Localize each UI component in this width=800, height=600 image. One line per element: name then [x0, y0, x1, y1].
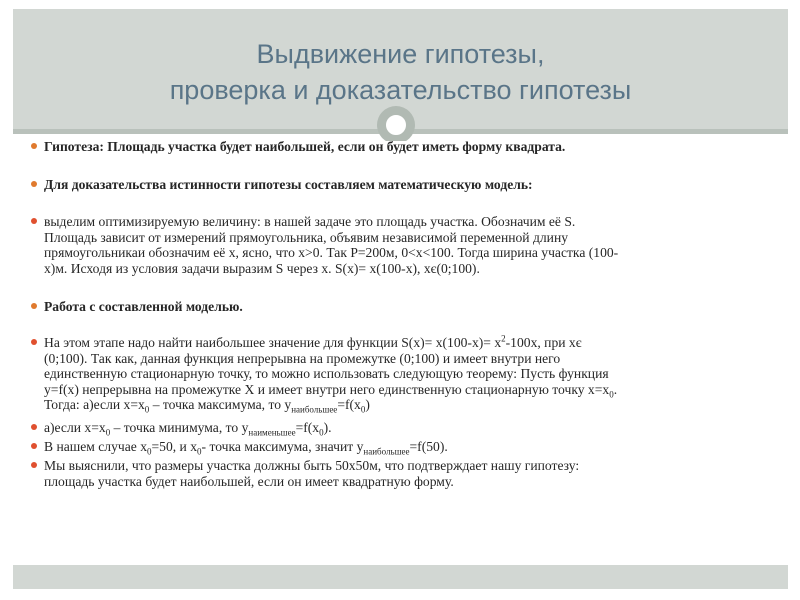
paragraph-optimization — [44, 214, 764, 276]
divider-circle-inner — [383, 112, 409, 138]
paragraph-line: (0;100). Так как, данная функция непрерывна на промежутке (0;100) и имеет внутри него — [44, 350, 561, 366]
title-line-1: Выдвижение гипотезы, — [256, 39, 545, 69]
subscript: 0 — [147, 446, 152, 457]
paragraph-conclusion — [44, 458, 764, 489]
bullet-dot — [31, 303, 37, 309]
title-line-2: проверка и доказательство гипотезы — [169, 75, 632, 105]
text-run: =50, и x — [151, 439, 198, 454]
paragraph-line — [44, 397, 764, 416]
paragraph-line — [44, 382, 764, 398]
text-run: – точка максимума, то y — [149, 397, 292, 413]
text-run: - точка максимума, значит y — [201, 439, 364, 454]
text-run: ) — [365, 397, 370, 413]
paragraph-line: Мы выяснили, что размеры участка должны быть 50x50м, что подтверждает нашу гипотезу: — [44, 458, 580, 473]
paragraph-work-with-model: Работа с составленной моделью. — [44, 299, 243, 314]
subscript: 0 — [319, 427, 324, 438]
paragraph-line: x)м. Исходя из условия задачи выразим S через x. S(x)= x(100-x), xє(0;100). — [44, 260, 480, 276]
text-run: =f(x — [295, 420, 320, 435]
paragraph-line — [44, 335, 764, 351]
superscript: 2 — [501, 333, 506, 344]
text-run: -100x, при xє — [505, 335, 582, 350]
bullet-dot — [31, 143, 37, 149]
text-run: . — [613, 381, 618, 397]
footer-band — [13, 565, 788, 589]
text-run: На этом этапе надо найти наибольшее значение для функции S(x)= x(100-x)= x — [44, 335, 502, 350]
paragraph-line: площадь участка будет наибольшей, если он имеет квадратную форму. — [44, 473, 454, 489]
text-run: а)если x=x — [44, 420, 106, 435]
slide-title — [13, 36, 788, 108]
paragraph-line: прямоугольникаи обозначим её x, ясно, что x>0. Так P=200м, 0<x<100. Тогда ширина участка (100- — [44, 245, 619, 261]
bullet-dot — [31, 443, 37, 449]
bullet-dot — [31, 462, 37, 468]
paragraph-line: единственную стационарную точку, то можно использовать следующую теорему: Пусть функция — [44, 366, 609, 382]
paragraph-analysis — [44, 333, 764, 416]
paragraph-minimum-case — [44, 420, 764, 436]
subscript: наибольшее — [291, 405, 338, 416]
paragraph-hypothesis: Гипотеза: Площадь участка будет наибольшей, если он будет иметь форму квадрата. — [44, 139, 566, 154]
bullet-dot — [31, 424, 37, 430]
text-run: =f(50). — [409, 439, 448, 454]
subscript: 0 — [105, 427, 111, 438]
subscript: наименьшее — [248, 427, 296, 438]
subscript: 0 — [197, 446, 202, 457]
paragraph-model-intro: Для доказательства истинности гипотезы составляем математическую модель: — [44, 177, 533, 192]
paragraph-line: выделим оптимизируемую величину: в нашей задаче это площадь участка. Обозначим её S. — [44, 214, 576, 229]
text-run: =f(x — [337, 397, 361, 413]
text-run: y=f(x) непрерывна на промежутке X и имеет внутри него единственную стационарную точку x=x — [44, 381, 610, 397]
paragraph-line: Площадь зависит от измерений прямоугольника, объявим независимой переменной длину — [44, 229, 569, 245]
subscript: 0 — [144, 405, 150, 416]
text-run: – точка минимума, то y — [110, 420, 249, 435]
bullet-dot — [31, 339, 37, 345]
paragraph-our-case — [44, 439, 764, 455]
subscript: наибольшее — [363, 446, 410, 457]
subscript: 0 — [360, 405, 366, 416]
bullet-dot — [31, 181, 37, 187]
text-run: ). — [323, 420, 332, 435]
text-run: В нашем случае x — [44, 439, 147, 454]
subscript: 0 — [609, 389, 614, 400]
text-run: Тогда: а)если x=x — [44, 397, 145, 413]
bullet-dot — [31, 218, 37, 224]
